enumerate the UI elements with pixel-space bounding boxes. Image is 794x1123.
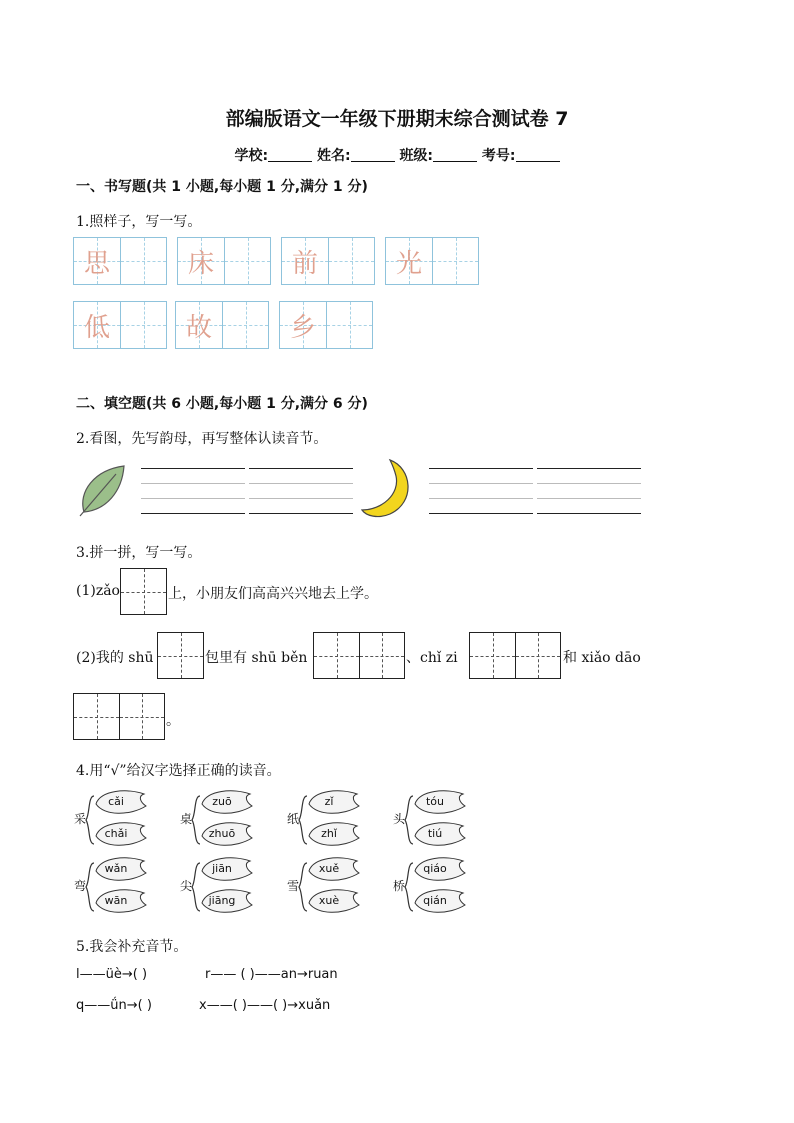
q3-line2-b: 包里有 shū běn	[205, 650, 308, 666]
pinyin-option[interactable]: tiú	[427, 827, 443, 840]
class-label: 班级:	[399, 148, 434, 164]
q3-line2-a: (2)我的 shū	[76, 650, 154, 666]
exam-no-label: 考号:	[481, 148, 516, 164]
tianzige-4[interactable]	[385, 237, 479, 285]
tianzige-6[interactable]	[175, 301, 269, 349]
pinyin-lines-3[interactable]	[429, 468, 533, 514]
tianzige-3[interactable]	[281, 237, 375, 285]
reading-choice	[74, 855, 169, 919]
answer-box-zao[interactable]	[120, 568, 167, 615]
q3-line2-d: 和 xiǎo dāo	[563, 650, 641, 666]
pinyin-option[interactable]: xuè	[318, 894, 340, 907]
pinyin-option[interactable]: wǎn	[104, 862, 128, 875]
pinyin-option[interactable]: tóu	[425, 795, 444, 808]
tianzige-7[interactable]	[279, 301, 373, 349]
pinyin-lines-2[interactable]	[249, 468, 353, 514]
answer-box-shuben[interactable]	[313, 632, 405, 679]
q3-prompt: 3.拼一拼，写一写。	[76, 545, 202, 561]
sample-char: 前	[291, 248, 318, 279]
school-label: 学校:	[234, 148, 269, 164]
exam-no-blank[interactable]	[516, 147, 560, 162]
pinyin-option[interactable]: jiāng	[208, 894, 236, 907]
sample-char: 光	[395, 248, 422, 279]
q3-line1-end: 上，小朋友们高高兴兴地去上学。	[168, 586, 378, 602]
pinyin-option[interactable]: zuō	[212, 795, 232, 808]
sample-char: 故	[185, 312, 212, 343]
q3-line3-end: 。	[166, 713, 180, 729]
school-blank[interactable]	[268, 147, 312, 162]
pinyin-option[interactable]: zǐ	[324, 795, 334, 808]
q4-char: 桥	[393, 879, 406, 893]
sample-char: 乡	[289, 312, 316, 343]
reading-choice	[74, 788, 169, 852]
q4-char: 头	[393, 812, 406, 826]
reading-choice	[287, 855, 382, 919]
q4-prompt: 4.用“√”给汉字选择正确的读音。	[76, 763, 281, 779]
sample-char: 思	[83, 248, 110, 279]
section1-heading: 一、书写题(共 1 小题,每小题 1 分,满分 1 分)	[76, 179, 368, 195]
pinyin-option[interactable]: qiáo	[423, 862, 447, 875]
pinyin-option[interactable]: cǎi	[108, 795, 124, 808]
answer-box-shu[interactable]	[157, 632, 204, 679]
name-label: 姓名:	[316, 148, 351, 164]
answer-box-chizi[interactable]	[469, 632, 561, 679]
q2-prompt: 2.看图，先写韵母，再写整体认读音节。	[76, 431, 328, 447]
student-info-row	[0, 145, 794, 165]
name-blank[interactable]	[351, 147, 395, 162]
pinyin-option[interactable]: qián	[423, 894, 447, 907]
page-title: 部编版语文一年级下册期末综合测试卷 7	[225, 108, 569, 130]
q4-char: 采	[74, 812, 87, 826]
tianzige-2[interactable]	[177, 237, 271, 285]
tianzige-5[interactable]	[73, 301, 167, 349]
reading-choice	[393, 855, 488, 919]
q5-prompt: 5.我会补充音节。	[76, 939, 188, 955]
q1-prompt: 1.照样子，写一写。	[76, 214, 202, 230]
leaf-icon	[76, 462, 128, 518]
q4-char: 纸	[287, 812, 300, 826]
pinyin-option[interactable]: wān	[104, 894, 128, 907]
tianzige-1[interactable]	[73, 237, 167, 285]
q4-char: 弯	[74, 879, 87, 893]
pinyin-option[interactable]: zhuō	[208, 827, 236, 840]
q4-char: 尖	[180, 879, 193, 893]
sample-char: 低	[83, 312, 110, 343]
reading-choice	[180, 855, 275, 919]
reading-choice	[393, 788, 488, 852]
q5-row1-a: l——üè→( )	[76, 967, 148, 982]
pinyin-lines-1[interactable]	[141, 468, 245, 514]
q4-char: 桌	[180, 812, 193, 826]
reading-choice	[287, 788, 382, 852]
sample-char: 床	[187, 248, 214, 279]
q5-row2-b: x——( )——( )→xuǎn	[199, 998, 331, 1013]
pinyin-option[interactable]: xuě	[318, 862, 340, 875]
pinyin-option[interactable]: jiān	[212, 862, 232, 875]
section2-heading: 二、填空题(共 6 小题,每小题 1 分,满分 6 分)	[76, 396, 368, 412]
q5-row2-a: q——ǘn→( )	[76, 998, 152, 1013]
q3-line1-start: (1)zǎo	[76, 583, 120, 599]
pinyin-option[interactable]: zhǐ	[321, 827, 337, 840]
pinyin-lines-4[interactable]	[537, 468, 641, 514]
reading-choice	[180, 788, 275, 852]
moon-icon	[360, 458, 418, 520]
q4-char: 雪	[287, 879, 300, 893]
answer-box-xiaodao[interactable]	[73, 693, 165, 740]
class-blank[interactable]	[433, 147, 477, 162]
q5-row1-b: r—— ( )——an→ruan	[205, 967, 338, 982]
pinyin-option[interactable]: chǎi	[104, 827, 128, 840]
q3-line2-c: 、chǐ zi	[406, 650, 458, 666]
